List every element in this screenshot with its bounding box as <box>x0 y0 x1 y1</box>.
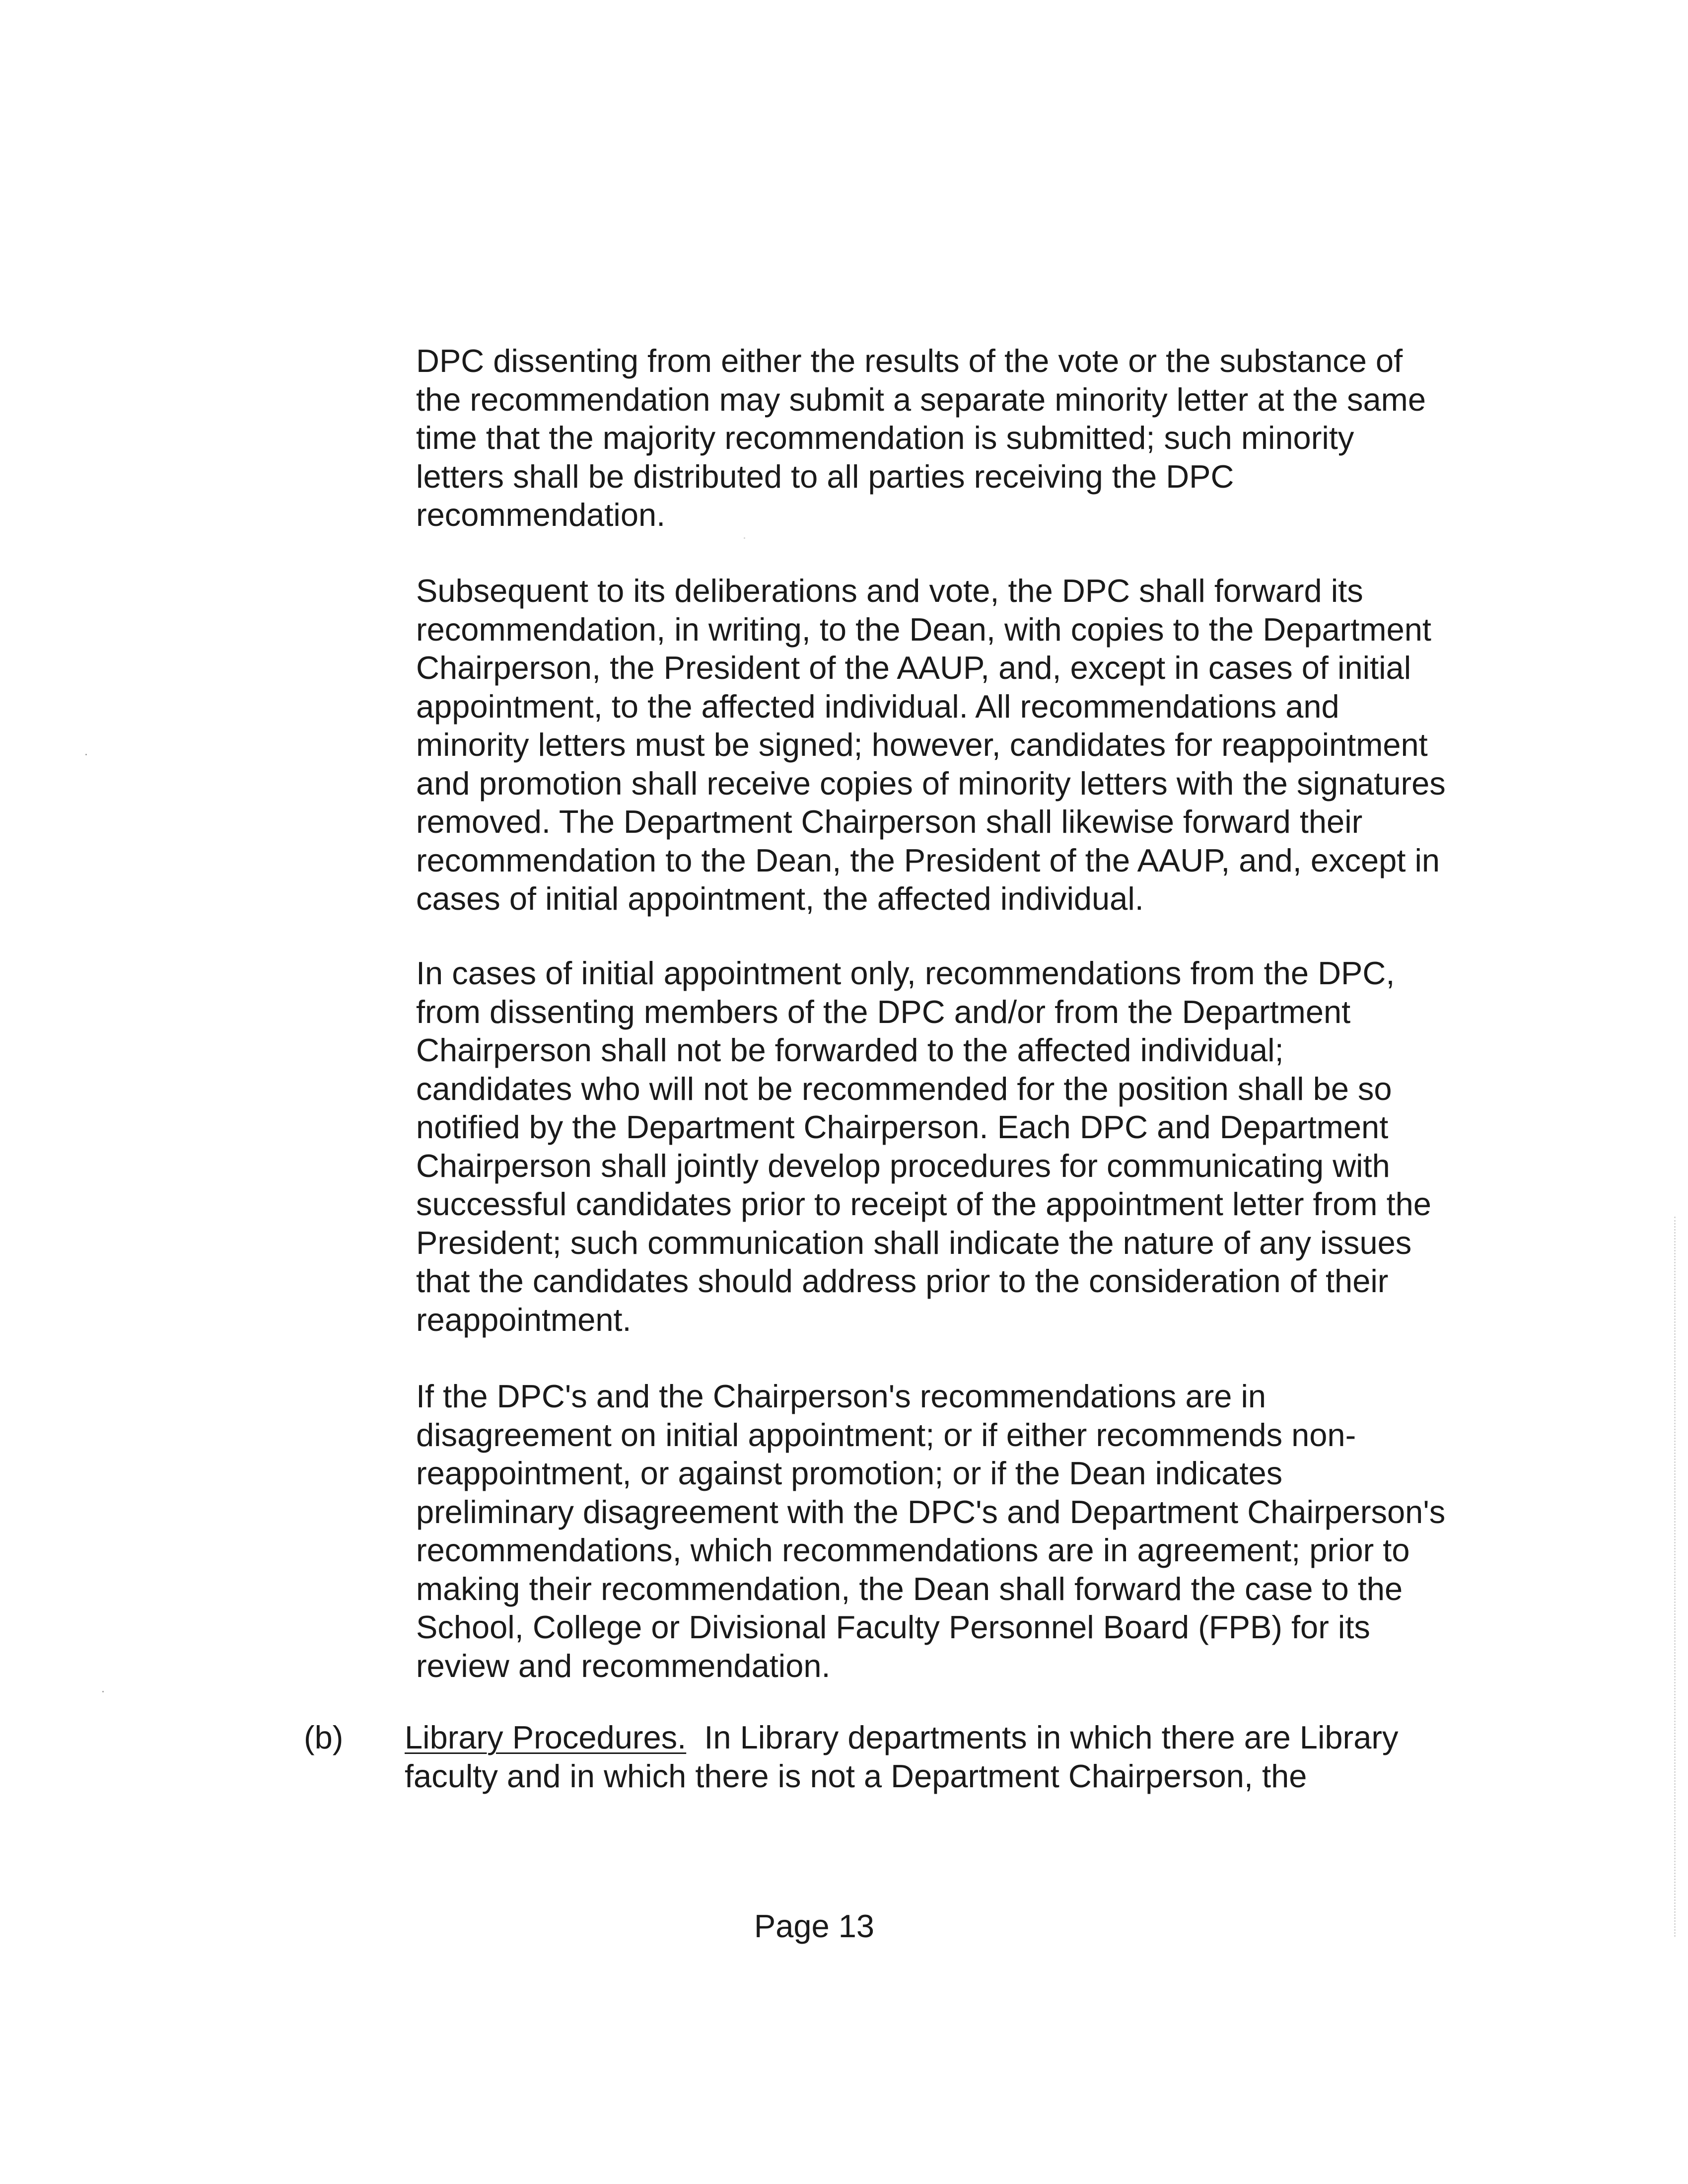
text-line <box>405 1718 1477 1757</box>
text-run: In Library departments in which there are Library <box>686 1719 1399 1755</box>
text-line: from dissenting members of the DPC and/or from the Department <box>416 993 1351 1030</box>
text-line: recommendation to the Dean, the President of the AAUP, and, except in <box>416 842 1440 878</box>
text-line: candidates who will not be recommended for the position shall be so <box>416 1070 1392 1107</box>
text-line: In cases of initial appointment only, recommendations from the DPC, <box>416 955 1395 991</box>
paragraph-library-procedures <box>405 1718 1477 1795</box>
text-line: DPC dissenting from either the results of the vote or the substance of <box>416 343 1403 379</box>
text-line: President; such communication shall indicate the nature of any issues <box>416 1224 1412 1261</box>
paragraph-initial-appointment <box>416 954 1478 1339</box>
text-line: appointment, to the affected individual. All recommendations and <box>416 688 1339 725</box>
scan-speck <box>102 1691 104 1692</box>
text-line: preliminary disagreement with the DPC's and Department Chairperson's <box>416 1493 1446 1530</box>
text-line: recommendation, in writing, to the Dean, with copies to the Department <box>416 611 1431 648</box>
text-line: faculty and in which there is not a Department Chairperson, the <box>405 1757 1307 1794</box>
paragraph-minority-letters <box>416 342 1478 534</box>
text-line: Chairperson shall not be forwarded to the affected individual; <box>416 1032 1284 1068</box>
page-number: Page 13 <box>754 1908 875 1944</box>
text-line: If the DPC's and the Chairperson's recommendations are in <box>416 1378 1266 1414</box>
text-line: letters shall be distributed to all parties receiving the DPC <box>416 458 1234 495</box>
text-line: notified by the Department Chairperson. Each DPC and Department <box>416 1109 1389 1145</box>
text-line: making their recommendation, the Dean shall forward the case to the <box>416 1570 1403 1607</box>
scan-edge-artifact <box>1674 1217 1678 1937</box>
text-line: successful candidates prior to receipt of the appointment letter from the <box>416 1186 1431 1222</box>
text-line: removed. The Department Chairperson shall likewise forward their <box>416 803 1363 840</box>
text-line: the recommendation may submit a separate minority letter at the same <box>416 381 1426 418</box>
text-line: cases of initial appointment, the affected individual. <box>416 880 1144 917</box>
paragraph-forwarding-recommendation <box>416 572 1478 918</box>
paragraph-disagreement-fpb <box>416 1377 1478 1685</box>
text-line: time that the majority recommendation is submitted; such minority <box>416 420 1354 456</box>
text-line: minority letters must be signed; however, candidates for reappointment <box>416 727 1428 763</box>
section-heading: Library Procedures. <box>405 1719 687 1755</box>
text-line: reappointment. <box>416 1301 632 1338</box>
text-line: reappointment, or against promotion; or if the Dean indicates <box>416 1455 1283 1491</box>
text-line: that the candidates should address prior to the consideration of their <box>416 1263 1389 1299</box>
list-item-marker: (b) <box>304 1719 344 1755</box>
text-line: School, College or Divisional Faculty Personnel Board (FPB) for its <box>416 1609 1370 1645</box>
text-line: Chairperson shall jointly develop procedures for communicating with <box>416 1147 1390 1184</box>
text-line: review and recommendation. <box>416 1647 831 1684</box>
scan-speck <box>744 537 745 539</box>
scan-speck <box>85 754 87 755</box>
text-line: Chairperson, the President of the AAUP, and, except in cases of initial <box>416 650 1411 686</box>
text-line: disagreement on initial appointment; or if either recommends non- <box>416 1416 1356 1453</box>
text-line: recommendation. <box>416 497 666 533</box>
text-line: Subsequent to its deliberations and vote, the DPC shall forward its <box>416 573 1363 609</box>
text-line: recommendations, which recommendations are in agreement; prior to <box>416 1532 1410 1568</box>
text-line: and promotion shall receive copies of minority letters with the signatures <box>416 765 1446 801</box>
